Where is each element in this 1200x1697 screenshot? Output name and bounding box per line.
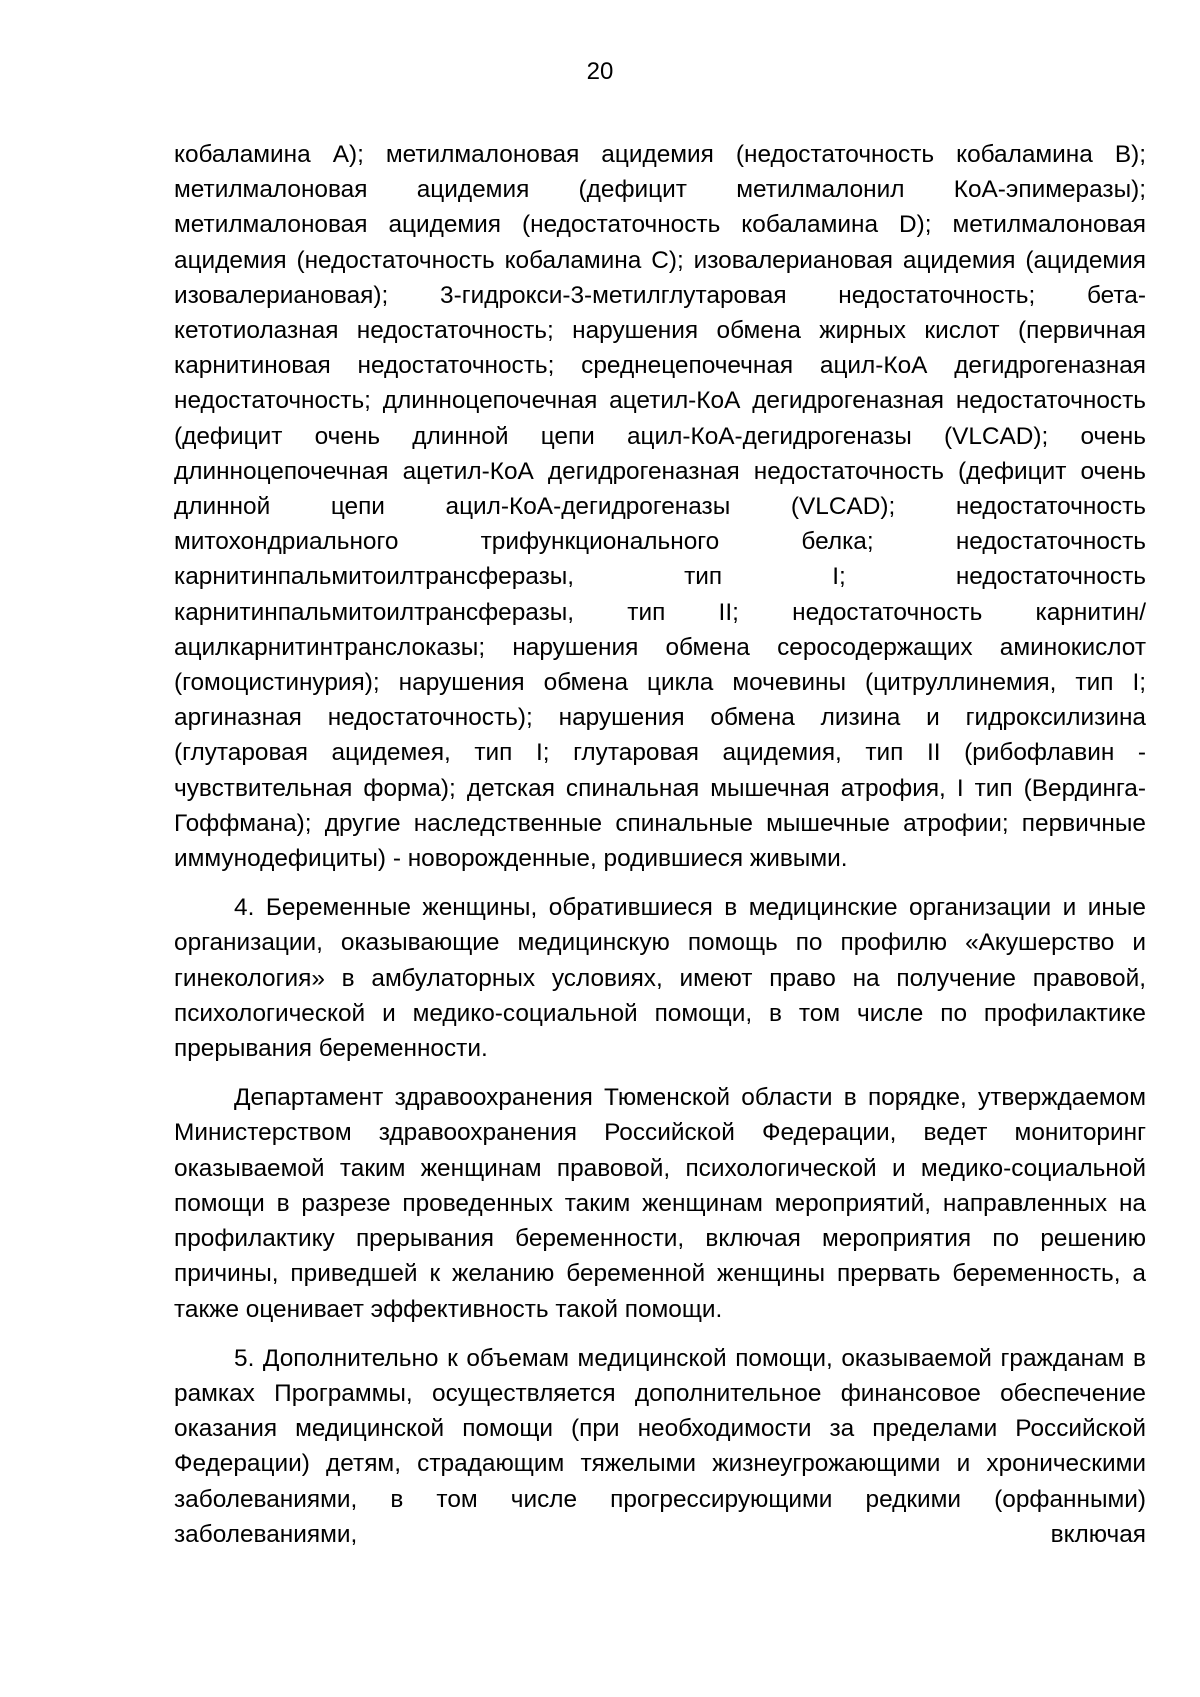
page-number: 20 bbox=[586, 58, 614, 85]
paragraph-disease-list: кобаламина А); метилмалоновая ацидемия (недостаточность кобаламина В); метилмалоновая ацидемия (дефицит метилмалонил КоА-эпимеразы); метилмалоновая ацидемия (недостаточность кобаламина D); метилмалоновая ацидемия (недостаточность кобаламина С); изовалериановая ацидемия (ацидемия изовалериановая); 3-гидрокси-3-метилглутаровая недостаточность; бета-кетотиолазная недостаточность; нарушения обмена жирных кислот (первичная карнитиновая недостаточность; среднецепочечная ацил-КоА дегидрогеназная недостаточность; длинноцепочечная ацетил-КоА дегидрогеназная недостаточность (дефицит очень длинной цепи ацил-КоА-дегидрогеназы (VLCAD); очень длинноцепочечная ацетил-КоА дегидрогеназная недостаточность (дефицит очень длинной цепи ацил-КоА-дегидрогеназы (VLCAD); недостаточность митохондриального трифункционального белка; недостаточность карнитинпальмитоилтрансферазы, тип I; недостаточность карнитинпальмитоилтрансферазы, тип II; недостаточность карнитин/ацилкарнитинтранслоказы; нарушения обмена серосодержащих аминокислот (гомоцистинурия); нарушения обмена цикла мочевины (цитруллинемия, тип I; аргиназная недостаточность); нарушения обмена лизина и гидроксилизина (глутаровая ацидемея, тип I; глутаровая ацидемия, тип II (рибофлавин - чувствительная форма); детская спинальная мышечная атрофия, I тип (Вердинга-Гоффмана); другие наследственные спинальные мышечные атрофии; первичные иммунодефициты) - новорожденные, родившиеся живыми. bbox=[174, 141, 1146, 873]
paragraph-department-monitoring: Департамент здравоохранения Тюменской области в порядке, утверждаемом Министерством здравоохранения Российской Федерации, ведет мониторинг оказываемой таким женщинам правовой, психологической и медико-социальной помощи в разрезе проведенных таким женщинам мероприятий, направленных на профилактику прерывания беременности, включая мероприятия по решению причины, приведшей к желанию беременной женщины прервать беременность, а также оценивает эффективность такой помощи. bbox=[174, 1084, 1146, 1323]
document-body bbox=[174, 137, 1146, 1552]
paragraph-item-4: 4. Беременные женщины, обратившиеся в медицинские организации и иные организации, оказывающие медицинскую помощь по профилю «Акушерство и гинекология» в амбулаторных условиях, имеют право на получение правовой, психологической и медико-социальной помощи, в том числе по профилактике прерывания беременности. bbox=[174, 894, 1146, 1063]
paragraph-item-5: 5. Дополнительно к объемам медицинской помощи, оказываемой гражданам в рамках Программы, осуществляется дополнительное финансовое обеспечение оказания медицинской помощи (при необходимости за пределами Российской Федерации) детям, страдающим тяжелыми жизнеугрожающими и хроническими заболеваниями, в том числе прогрессирующими редкими (орфанными) заболеваниями, включая bbox=[174, 1344, 1146, 1548]
